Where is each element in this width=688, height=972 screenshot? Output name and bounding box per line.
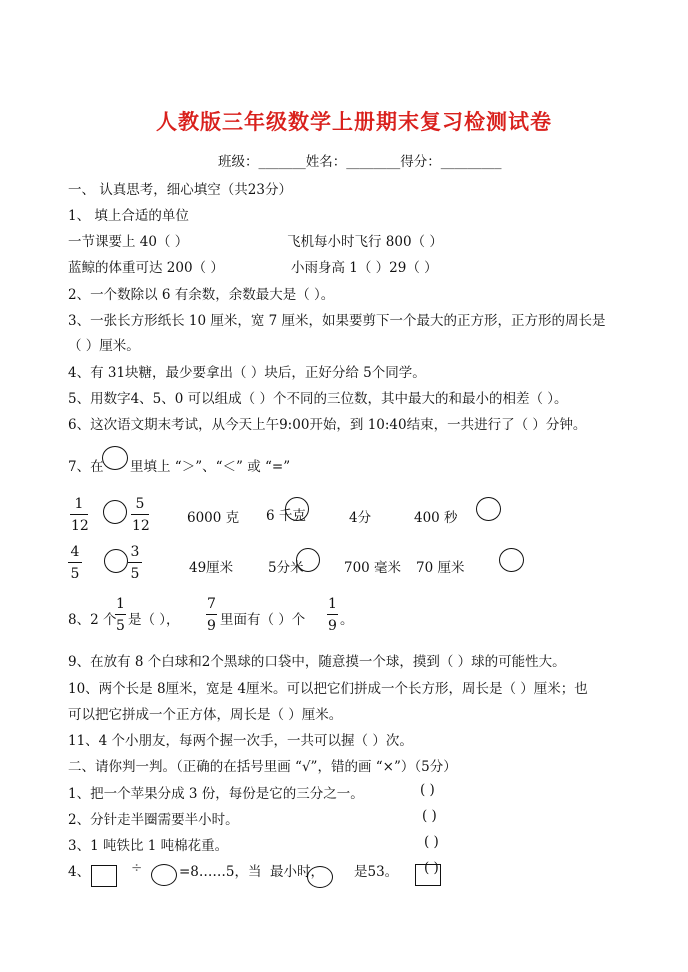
judge-item-3: 3、1 吨铁比 1 吨棉花重。 [68, 838, 229, 854]
fraction-bar [115, 614, 126, 615]
fraction-denominator: 9 [207, 618, 216, 634]
compare-6kg: 6 千克 [266, 508, 306, 524]
judge-item-4-when: 最小时， [270, 864, 324, 880]
fraction-denominator: 9 [328, 618, 337, 634]
question-6: 6、这次语文期末考试，从今天上午9:00开始，到 10:40结束，一共进行了（ ）分钟。 [68, 417, 587, 433]
fraction-1-5 [115, 597, 126, 633]
compare-6000g: 6000 克 [187, 510, 240, 526]
compare-circle[interactable] [104, 549, 128, 573]
fraction-bar [68, 562, 82, 563]
fraction-denominator: 5 [70, 566, 80, 582]
judge-item-1: 1、把一个苹果分成 3 份，每份是它的三分之一。 [68, 786, 364, 802]
fraction-denominator: 5 [116, 618, 125, 634]
fraction-1-9 [327, 597, 338, 633]
fraction-3-5 [128, 545, 142, 581]
judge-answer-4[interactable]: ( ) [424, 860, 439, 876]
compare-circle[interactable] [285, 497, 309, 521]
fraction-bar [131, 514, 149, 515]
compare-circle[interactable] [296, 548, 320, 572]
divide-sign: ÷ [131, 860, 143, 876]
fraction-bar [128, 562, 142, 563]
question-3-line1: 3、一张长方形纸长 10 厘米，宽 7 厘米，如果要剪下一个最大的正方形，正方形的周长是 [68, 313, 606, 329]
student-info-line: 班级：_______姓名：________得分：_________ [218, 154, 502, 170]
question-2: 2、一个数除以 6 有余数，余数最大是（ ）。 [68, 287, 335, 303]
compare-700mm: 700 毫米 [344, 560, 402, 576]
question-9: 9、在放有 8 个白球和2个黑球的口袋中，随意摸一个球，摸到（ ）球的可能性大。 [68, 654, 566, 670]
question-8-part-b: 是（ ）， [128, 612, 180, 628]
fraction-5-12 [131, 497, 149, 533]
compare-circle[interactable] [499, 548, 524, 572]
judge-item-4-result: 是53。 [354, 864, 399, 880]
fraction-1-12 [70, 497, 88, 533]
fraction-bar [206, 614, 217, 615]
fraction-denominator: 12 [132, 518, 150, 534]
fraction-numerator: 4 [70, 544, 80, 560]
question-1b: 飞机每小时飞行 800（ ） [287, 234, 443, 250]
judge-item-2: 2、分针走半圈需要半小时。 [68, 812, 239, 828]
circle-shape-icon [151, 864, 177, 886]
question-8-part-a: 8、2 个 [68, 612, 117, 628]
section-1-heading: 一、 认真思考，细心填空（共23分） [68, 182, 292, 198]
question-1c: 蓝鲸的体重可达 200（ ） [68, 260, 224, 276]
question-10-line2: 可以把它拼成一个正方体，周长是（ ）厘米。 [68, 707, 343, 723]
judge-item-4-prefix: 4、 [68, 864, 91, 880]
question-1: 1、 填上合适的单位 [68, 208, 189, 224]
fraction-4-5 [68, 545, 82, 581]
question-1d: 小雨身高 1（ ）29（ ） [291, 260, 438, 276]
fraction-numerator: 1 [116, 596, 125, 612]
fraction-bar [70, 514, 88, 515]
fraction-denominator: 12 [71, 518, 89, 534]
compare-circle[interactable] [476, 497, 501, 521]
compare-4min: 4分 [349, 510, 372, 526]
question-3-line2: （ ）厘米。 [68, 338, 140, 354]
section-2-heading: 二、请你判一判。（正确的在括号里画 “√”，错的画 “×”）（5分） [68, 759, 457, 775]
compare-5dm: 5分米 [268, 560, 304, 576]
question-11: 11、4 个小朋友，每两个握一次手，一共可以握（ ）次。 [68, 733, 413, 749]
fraction-numerator: 1 [328, 596, 337, 612]
compare-circle-icon [102, 446, 128, 470]
fraction-denominator: 5 [130, 566, 140, 582]
judge-answer-2[interactable]: ( ) [422, 808, 437, 824]
fraction-bar [327, 614, 338, 615]
question-1a: 一节课要上 40（ ） [68, 234, 189, 250]
question-4: 4、有 31块糖，最少要拿出（ ）块后，正好分给 5个同学。 [68, 365, 426, 381]
fraction-numerator: 5 [135, 496, 145, 512]
square-box-icon [91, 865, 117, 887]
question-10-line1: 10、两个长是 8厘米，宽是 4厘米。可以把它们拼成一个长方形，周长是（ ）厘米；也 [68, 681, 588, 697]
question-8-part-c: 里面有（ ）个 [220, 612, 306, 628]
judge-answer-1[interactable]: ( ) [420, 782, 435, 798]
compare-49cm: 49厘米 [189, 560, 234, 576]
fraction-7-9 [206, 597, 217, 633]
compare-70cm: 70 厘米 [416, 560, 465, 576]
circle-shape-icon [307, 866, 333, 888]
fraction-numerator: 3 [130, 544, 140, 560]
question-8-end: 。 [340, 612, 354, 628]
question-5: 5、用数字4、5、0 可以组成（ ）个不同的三位数，其中最大的和最小的相差（ ）。 [68, 391, 568, 407]
compare-400s: 400 秒 [414, 510, 458, 526]
question-7-instruction: 里填上 “＞”、“＜” 或 “=” [130, 459, 291, 475]
compare-circle[interactable] [103, 500, 127, 524]
fraction-numerator: 7 [207, 596, 216, 612]
judge-answer-3[interactable]: ( ) [424, 834, 439, 850]
page-title: 人教版三年级数学上册期末复习检测试卷 [156, 110, 552, 134]
fraction-numerator: 1 [74, 496, 84, 512]
question-7-prefix: 7、在 [68, 459, 104, 475]
judge-item-4-equation: =8……5，当 [179, 864, 262, 880]
